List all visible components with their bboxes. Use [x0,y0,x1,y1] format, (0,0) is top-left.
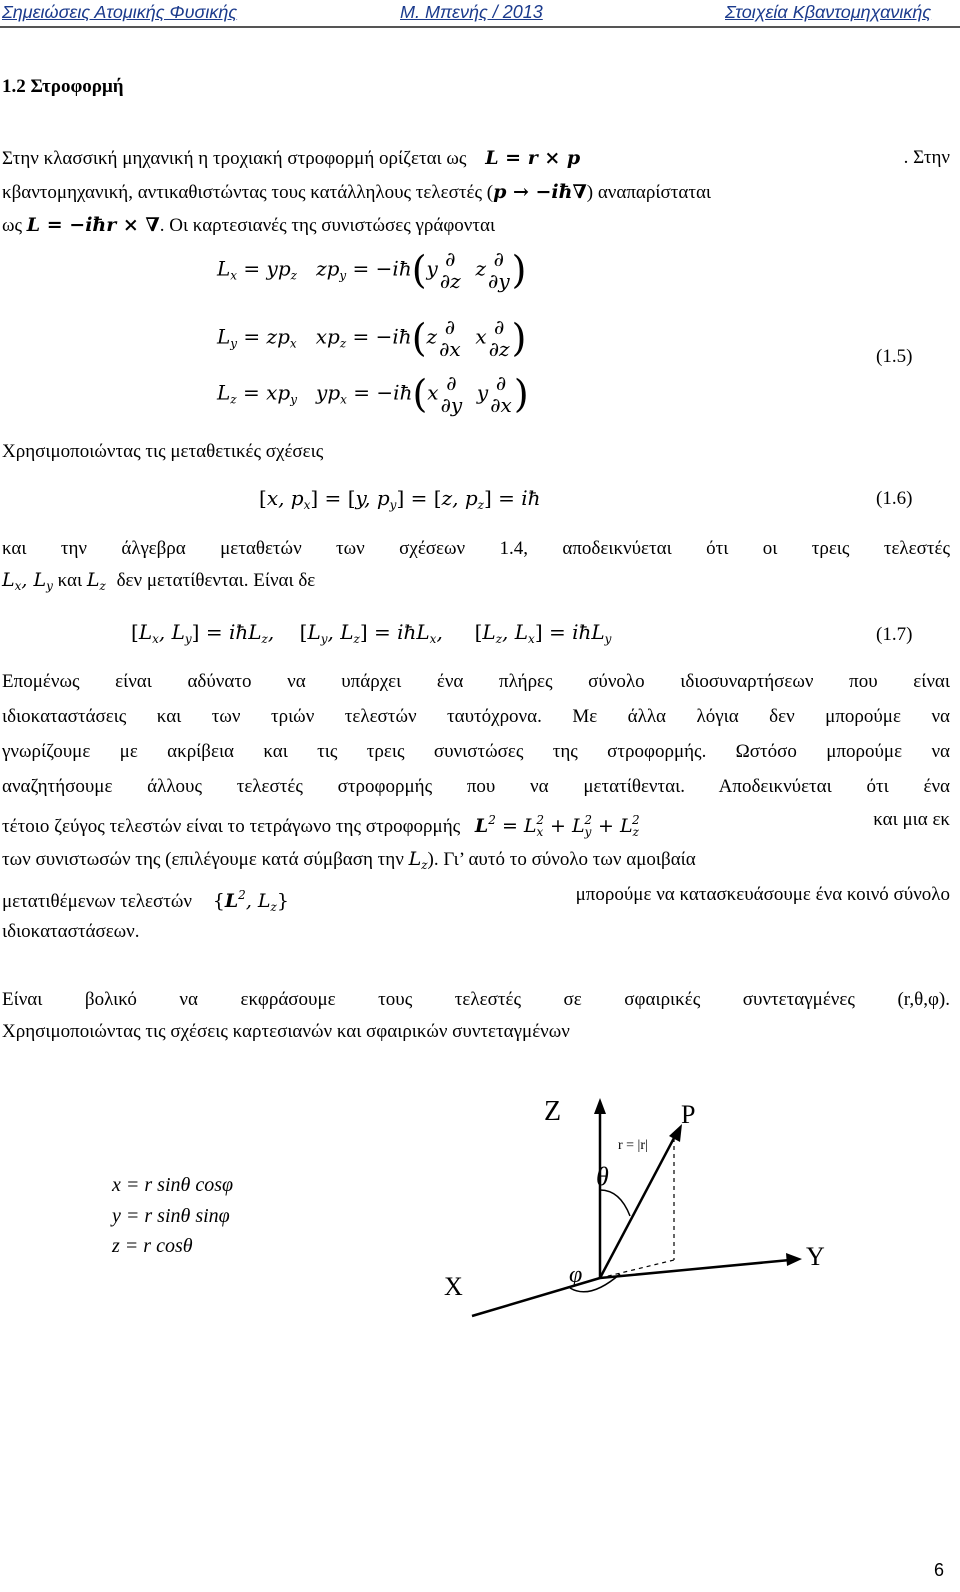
eq-z-spherical: z = r cosθ [112,1235,193,1257]
header-center: Μ. Μπενής / 2013 [400,2,543,22]
r-vector [600,1138,674,1278]
para2-line2: $L_x$, $L_y$ και $L_z$ δεν μετατίθενται. Είναι δε [2,569,316,593]
lx-symbol: L [217,256,231,281]
header-right: Στοιχεία Κβαντομηχανικής [725,2,932,22]
para1-line3-start: ως [2,215,23,236]
eq-commutation-relations: [x, $p_x] = [y$, $p_y] = [z$, $p_z$] = iħ [259,486,541,512]
ly-symbol: L [217,324,231,349]
para3-line2: ιδιοκαταστάσεις και των τριών τελεστών ταυτόχρονα. Με άλλα λόγια δεν μπορούμε να [2,706,950,727]
para3-line4: αναζητήσουμε άλλους τελεστές στροφορμής που να μετατίθενται. Αποδεικνύεται ότι ένα [2,776,950,797]
para2-line2-text: δεν μετατίθενται. Είναι δε [116,570,316,591]
y-axis [600,1260,790,1278]
para2-and: και [57,570,83,591]
para3-line7-text: μετατιθέμενων τελεστών [2,891,192,912]
spherical-coordinates-diagram [420,1090,860,1330]
para1-line1-text: Στην κλασσική μηχανική η τροχιακή στροφορμή ορίζεται ως [2,148,467,169]
header-rule [0,26,960,28]
label-theta: θ [596,1162,609,1191]
para1-line2-text: κβαντομηχανική, αντικαθιστώντας τους κατάλληλους τελεστές ( [2,182,494,203]
label-z: Z [544,1096,562,1127]
label-y: Y [806,1242,825,1271]
momentum-operator-substitution: p → −iħ∇ [493,181,587,203]
eq-x-spherical: x = r sinθ cosφ [112,1174,234,1196]
lz-symbol: L [217,380,231,405]
header-left: Σημειώσεις Ατομικής Φυσικής [2,2,238,22]
label-x: X [444,1272,463,1301]
eq-number-1-7: (1.7) [876,624,913,645]
para3-line6-text: των συνιστωσών της (επιλέγουμε κατά σύμβαση την [2,849,404,870]
theta-arc [600,1190,630,1216]
para3-line1: Επομένως είναι αδύνατο να υπάρχει ένα πλήρες σύνολο ιδιοσυναρτήσεων που είναι [2,671,950,692]
eq-number-1-5: (1.5) [876,346,913,367]
para1-line2 [2,180,950,205]
label-phi: φ [569,1262,583,1288]
para4-line2: Χρησιμοποιώντας τις σχέσεις καρτεσιανών και σφαιρικών συντεταγμένων [2,1021,570,1042]
page-header [0,0,960,26]
para3-line5-end: και μια εκ [873,809,950,830]
quantum-angular-momentum: L = −iħr × ∇ [26,214,160,236]
eq-lx: $L_x = yp_z$ $zp_y$ = −iħ(y ∂ ∂z z ∂ ∂y ) [217,247,527,293]
label-p: P [681,1100,696,1129]
para3-line8: ιδιοκαταστάσεων. [2,921,140,942]
para3-line7: μετατιθέμενων τελεστών {$L^2$, $L_z$} μπορούμε να κατασκευάσουμε ένα κοινό σύνολο [2,884,950,914]
para3-line7-end: μπορούμε να κατασκευάσουμε ένα κοινό σύνολο [575,884,950,905]
para2-line1: και την άλγεβρα μεταθετών των σχέσεων 1.4, αποδεικνύεται ότι οι τρεις τελεστές [2,538,950,559]
eq-lz: $L_z = xp_y$ $yp_x$ = −iħ(x ∂ ∂y y ∂ ∂x ) [217,371,529,417]
eq-ly: $L_y = zp_x$ $xp_z$ = −iħ(z ∂ ∂x x ∂ ∂z ) [217,315,527,361]
eq-angular-momentum-commutators: [$L_x$, $L_y$] = iħL$_z$, [$L_y$, $L_z$] = iħL$_x$, [$L_z$, $L_x$] = iħL$_y$ [131,620,612,646]
para1-line3 [2,213,495,238]
eq-number-1-6: (1.6) [876,488,913,509]
para1-line3-text: . Οι καρτεσιανές της συνιστώσες γράφονται [159,215,496,236]
y-axis-arrow [786,1253,802,1266]
para3-line6-end: ). Γι’ αυτό το σύνολο των αμοιβαία [427,849,696,870]
para3-line5: τέτοιο ζεύγος τελεστών είναι το τετράγωνο της στροφορμής $L^2 = L_x^2 + L_y^2 + L_z^2$ και μια εκ [2,809,950,839]
para1-line1 [2,146,950,171]
eq-y-spherical: y = r sinθ sinφ [112,1205,230,1227]
section-title: 1.2 Στροφορμή [2,76,124,97]
para3-line3: γνωρίζουμε με ακρίβεια και τις τρεις συνιστώσες της στροφορμής. Ωστόσο μπορούμε να [2,741,950,762]
para3-line5-text: τέτοιο ζεύγος τελεστών είναι το τετράγωνο της στροφορμής [2,816,461,837]
z-axis-arrow [594,1098,606,1114]
para3-line6: των συνιστωσών της (επιλέγουμε κατά σύμβαση την $L_z$). Γι’ αυτό το σύνολο των αμοιβαία [2,848,696,872]
para1-line1-end: . Στην [903,147,950,168]
classical-angular-momentum: L = r × p [485,147,581,169]
para4-line1: Είναι βολικό να εκφράσουμε τους τελεστές σε σφαιρικές συντεταγμένες (r,θ,φ). [2,989,950,1010]
para1-line2-end: ) αναπαρίσταται [586,182,712,203]
using-relations-text: Χρησιμοποιώντας τις μεταθετικές σχέσεις [2,441,324,462]
page-number: 6 [934,1560,945,1580]
label-r-magnitude: r = |r| [618,1138,648,1153]
